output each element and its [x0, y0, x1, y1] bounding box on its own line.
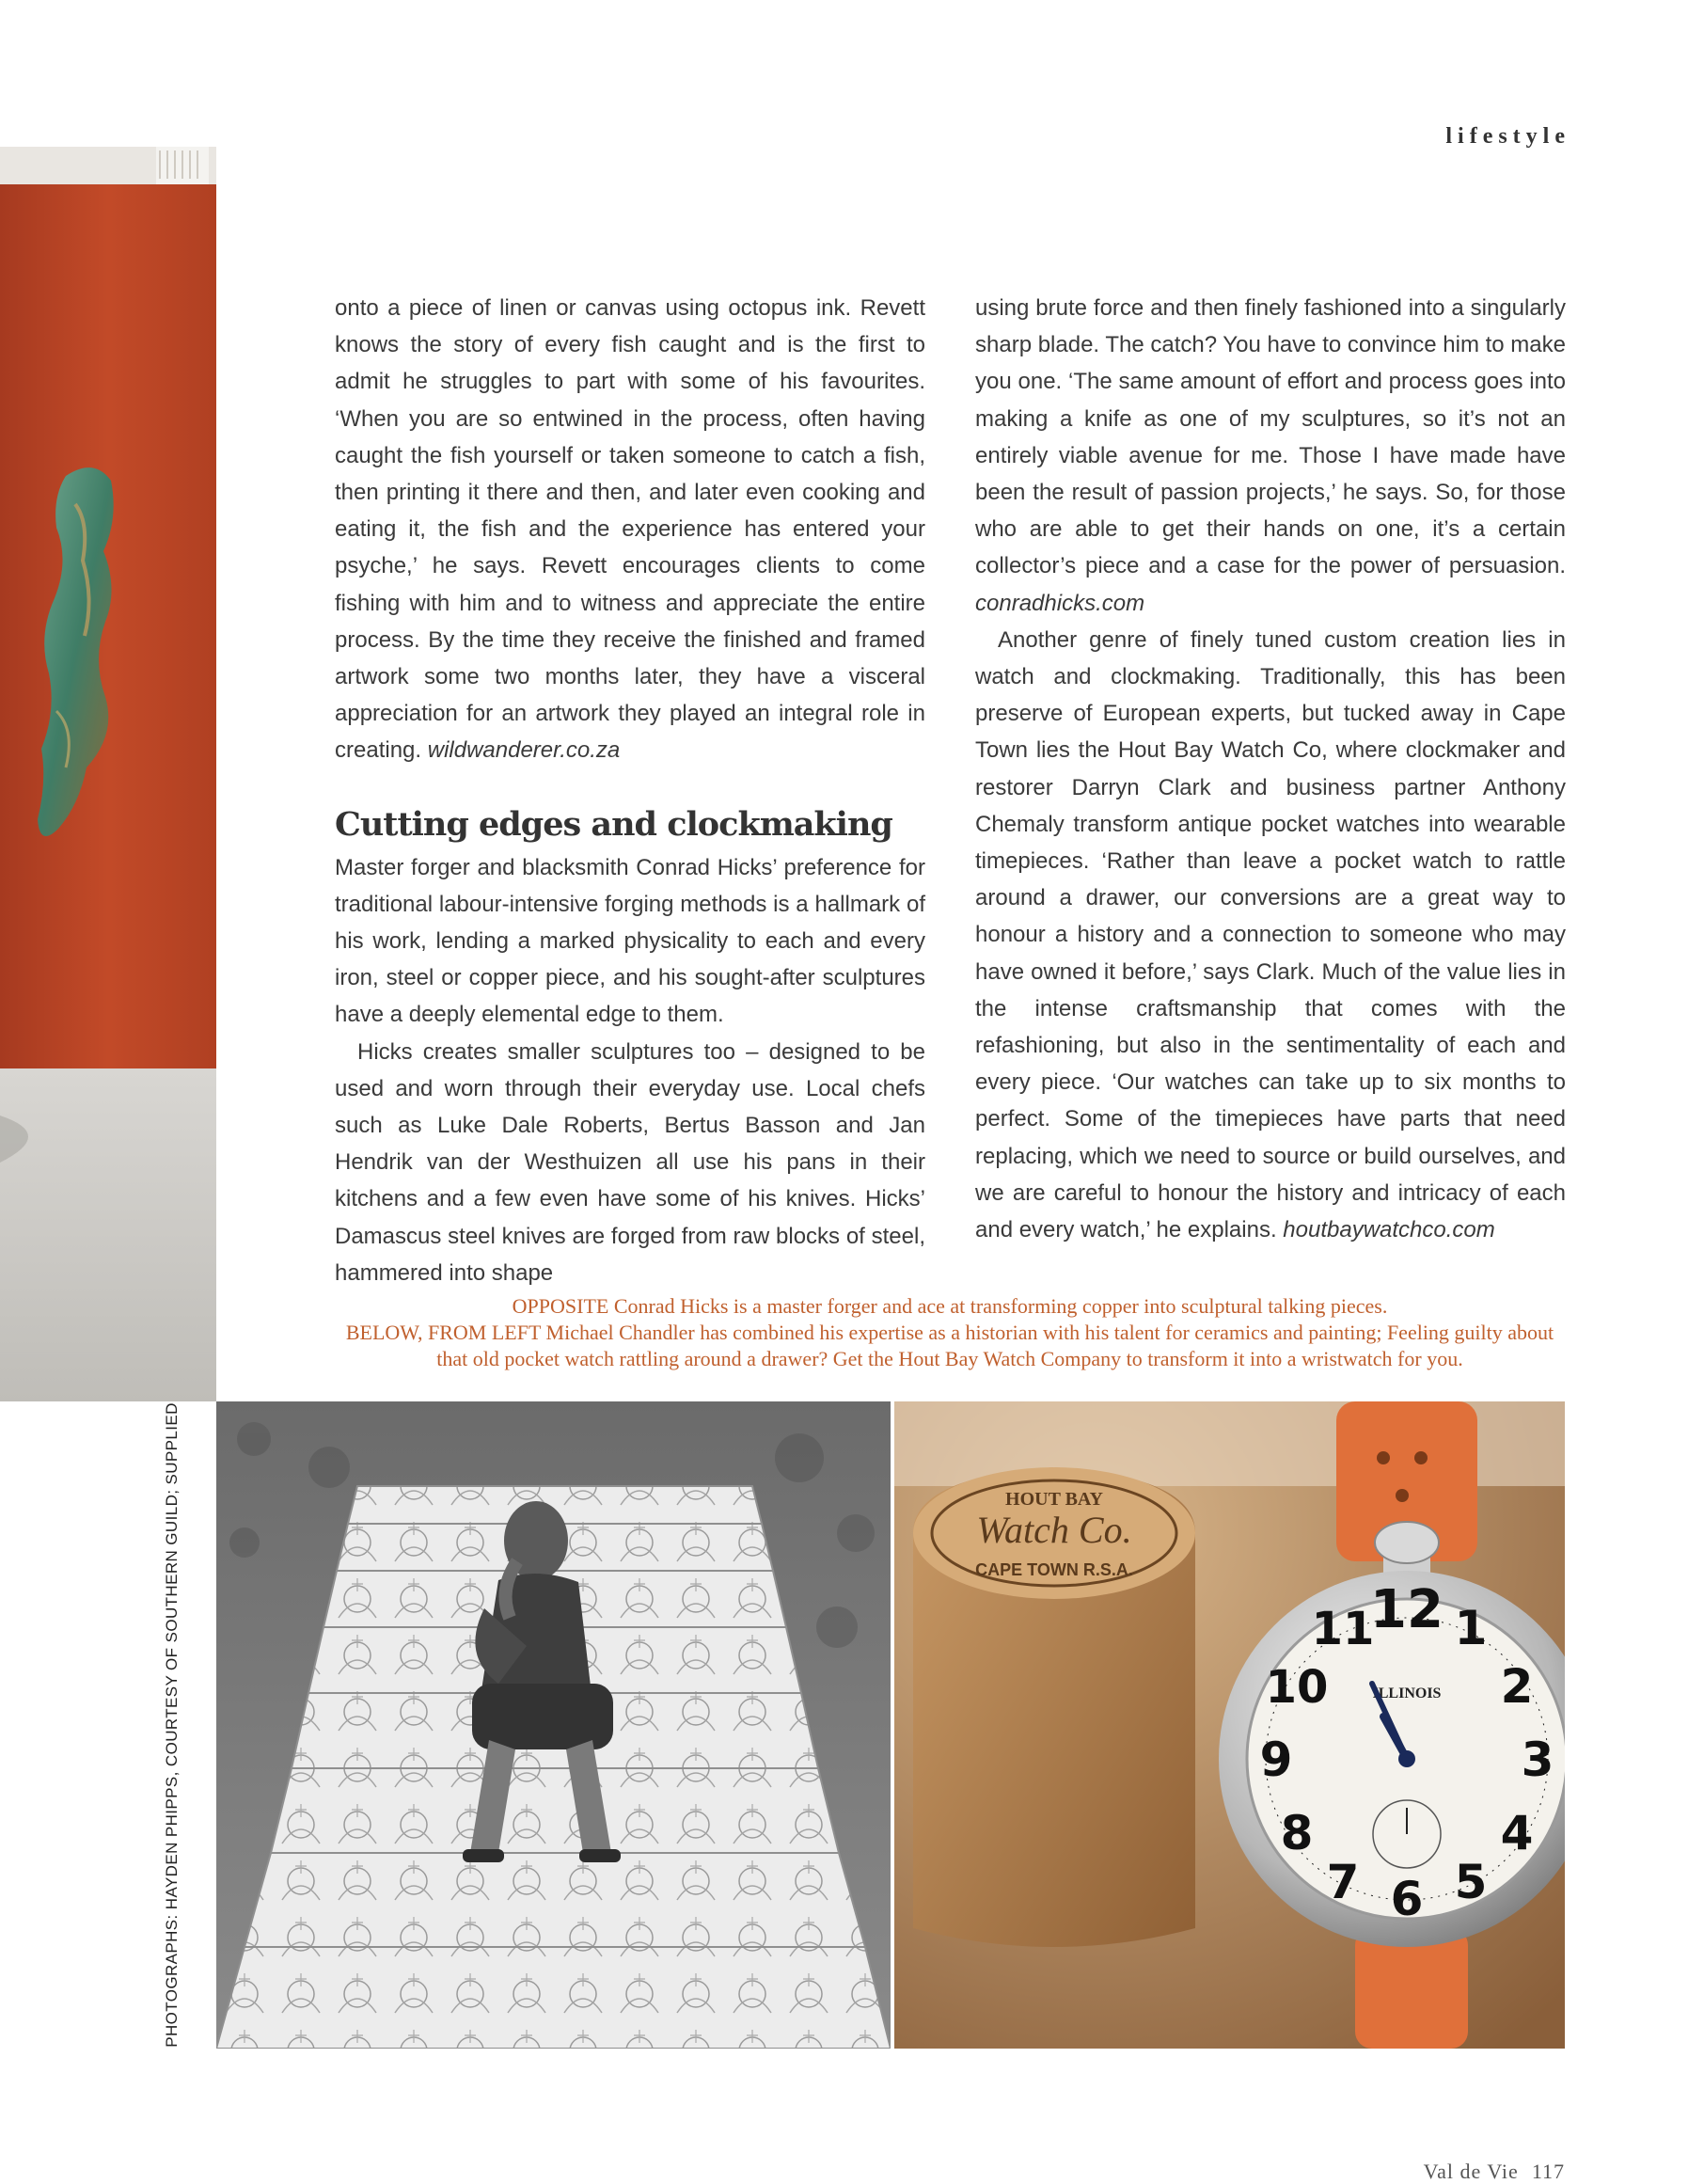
case-logo-script: Watch Co. [976, 1509, 1132, 1551]
case-logo-top: HOUT BAY [1005, 1489, 1103, 1510]
dial-numeral-7: 7 [1326, 1855, 1360, 1909]
dial-numeral-6: 6 [1390, 1872, 1424, 1926]
dial-numeral-11: 11 [1311, 1603, 1375, 1655]
paragraph: Master forger and blacksmith Conrad Hicks’ preference for traditional labour-intensive forging methods is a hallmark of his work, lending a marked physicality to each and every iron, steel or copper piece, and his sought-after sculptures have a deeply elemental edge to them. [335, 854, 925, 1028]
website-link[interactable]: houtbaywatchco.com [1283, 1217, 1495, 1243]
caption-opposite: OPPOSITE Conrad Hicks is a master forger and ace at transforming copper into sculptural talking pieces. [512, 1294, 1388, 1318]
article-column-right [975, 290, 1566, 1248]
dial-numeral-12: 12 [1370, 1579, 1444, 1640]
website-link[interactable]: conradhicks.com [975, 590, 1145, 616]
section-heading: Cutting edges and clockmaking [335, 804, 892, 844]
website-link[interactable]: wildwanderer.co.za [427, 737, 621, 764]
paragraph-text: onto a piece of linen or canvas using octopus ink. Revett knows the story of every fish caught and is the first to admit he struggles to part with some of his favourites. ‘When you are so entwined in the process, often having caught the fish yourself or taken someone to catch a fish, then printing it there and then, and later even cooking and eating it, the fish and the experience has entered your psyche,’ he says. Revett encourages clients to come fishing with him and to witness and appreciate the entire process. By the time they receive the finished and framed artwork some two months later, they have a visceral appreciation for an artwork they played an integral role in creating. [335, 295, 925, 764]
paragraph [975, 622, 1566, 1248]
ceramic-steps-photo [216, 1401, 891, 2049]
dial-numeral-9: 9 [1259, 1733, 1293, 1787]
dial-brand: ILLINOIS [1372, 1685, 1442, 1701]
dial-numeral-10: 10 [1265, 1661, 1329, 1714]
paragraph [335, 290, 925, 769]
gallery-sculpture-image [0, 147, 216, 1401]
photo-captions [320, 1293, 1580, 1372]
case-logo-bottom: CAPE TOWN R.S.A. [975, 1560, 1133, 1579]
publication-name: Val de Vie [1423, 2160, 1519, 2183]
ceramic-steps-image [216, 1401, 891, 2049]
paragraph-text: Another genre of finely tuned custom creation lies in watch and clockmaking. Traditionally, this has been preserve of European experts, but tucked away in Cape Town lies the Hout Bay Watch Co, where clockmaker and restorer Darryn Clark and business partner Anthony Chemaly transform antique pocket watches into wearable timepieces. ‘Rather than leave a pocket watch to rattle around a drawer, our conversions are a great way to honour a history and a connection to someone who may have owned it before,’ says Clark. Much of the value lies in the intense craftsmanship that comes with the refashioning, but also in the sentimentality of each and every piece. ‘Our watches can take up to six months to perfect. Some of the timepieces have parts that need replacing, which we need to source or build ourselves, and we are careful to honour the history and intricacy of each and every watch,’ he explains. [975, 626, 1566, 1243]
pocket-watch-image [894, 1401, 1565, 2049]
photo-credit-container [158, 1401, 186, 2049]
photo-credit: PHOTOGRAPHS: HAYDEN PHIPPS, COURTESY OF SOUTHERN GUILD; SUPPLIED [163, 1402, 181, 2048]
dial-numeral-5: 5 [1454, 1855, 1488, 1909]
pocket-watch-photo [894, 1401, 1565, 2049]
dial-numeral-8: 8 [1280, 1806, 1314, 1860]
section-label: lifestyle [1445, 124, 1570, 149]
paragraph [975, 290, 1566, 622]
dial-numeral-3: 3 [1521, 1733, 1554, 1787]
dial-numeral-1: 1 [1454, 1601, 1488, 1655]
dial-numeral-4: 4 [1500, 1806, 1534, 1860]
article-column-left [335, 290, 925, 1291]
caption-below: BELOW, FROM LEFT Michael Chandler has combined his expertise as a historian with his talent for ceramics and painting; Feeling guilty about that old pocket watch rattling around a drawer? Get the Hout Bay Watch Company to transform it into a wristwatch for you. [345, 1321, 1554, 1370]
page-number: 117 [1531, 2160, 1565, 2183]
dial-numeral-2: 2 [1500, 1659, 1534, 1714]
gallery-sculpture-photo [0, 147, 216, 1401]
page-folio [1392, 2160, 1565, 2184]
paragraph-text: using brute force and then finely fashioned into a singularly sharp blade. The catch? You have to convince him to make you one. ‘The same amount of effort and process goes into making a knife as one of my sculptures, so it’s not an entirely viable avenue for me. Those I have made have been the result of passion projects,’ he says. So, for those who are able to get their hands on one, it’s a certain collector’s piece and a case for the power of persuasion. [975, 295, 1566, 579]
paragraph: Hicks creates smaller sculptures too – designed to be used and worn through their everyday use. Local chefs such as Luke Dale Roberts, Bertus Basson and Jan Hendrik van der Westhuizen all use his pans in their kitchens and a few even have some of his knives. Hicks’ Damascus steel knives are forged from raw blocks of steel, hammered into shape [335, 1038, 925, 1286]
